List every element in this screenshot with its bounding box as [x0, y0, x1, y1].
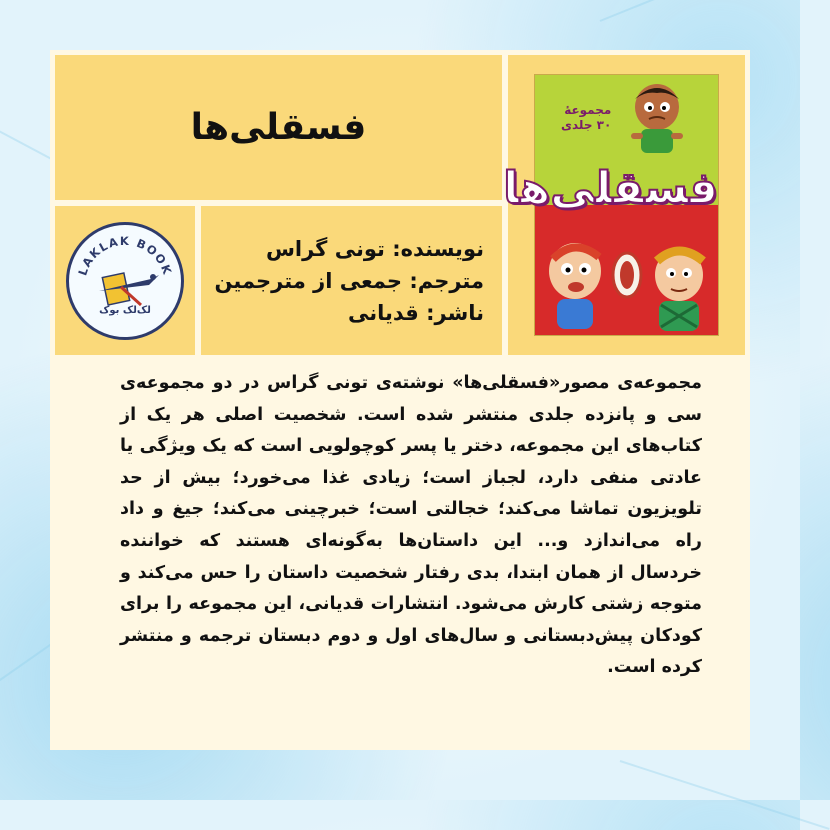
logo-brand-en: LAKLAK BOOK: [75, 233, 175, 277]
cover-series-count: ۳۰ جلدی: [561, 118, 612, 132]
title-box: [55, 55, 502, 200]
book-cover-box: [503, 55, 745, 355]
cover-series-word: مجموعهٔ: [564, 103, 612, 117]
translator-line: مترجم: جمعی از مترجمین: [214, 268, 484, 293]
author-line: نویسنده: تونی گراس: [265, 236, 484, 261]
cover-kids-illustration: [541, 235, 713, 335]
laklak-book-logo: [66, 222, 184, 340]
background-line: [600, 0, 823, 22]
publisher-logo-box: [55, 206, 195, 355]
cover-series-label: [561, 103, 611, 133]
cover-boy-illustration: [623, 81, 693, 159]
logo-emblem-icon: [69, 225, 181, 337]
logo-brand-fa: لک‌لک بوک: [99, 304, 151, 316]
background-line: [620, 760, 830, 830]
page-title: فسقلی‌ها: [190, 107, 367, 148]
book-info-box: [201, 206, 502, 355]
publisher-line: ناشر: قدیانی: [348, 300, 484, 325]
book-cover-image: [503, 74, 719, 336]
book-description: مجموعه‌ی مصور«فسقلی‌ها» نوشته‌ی تونی گراس در دو مجموعه‌ی سی و پانزده جلدی منتشر شده است. شخصیت اصلی هر یک از کتاب‌های این مجموعه، دختر یا پسر کوچولویی است که یک ویژگی یا عادتی منفی دارد، لجباز است؛ زیادی غذا می‌خورد؛ بیش از حد تلویزیون تماشا می‌کند؛ خجالتی است؛ خبرچینی می‌کند؛ جیغ و داد راه می‌اندازد و... این داستان‌ها به‌گونه‌ای هستند که خواننده خردسال از همان ابتدا، بدی رفتار شخصیت داستان را حس می‌کند و متوجه زشتی کارش می‌شود. انتشارات قدیانی، این مجموعه را برای کودکان پیش‌دبستانی و سال‌های اول و دوم دبستان ترجمه و منتشر کرده است.: [120, 373, 702, 678]
cover-book-title: فسقلی‌ها: [503, 163, 718, 214]
svg-text:LAKLAK BOOK: [75, 233, 174, 276]
